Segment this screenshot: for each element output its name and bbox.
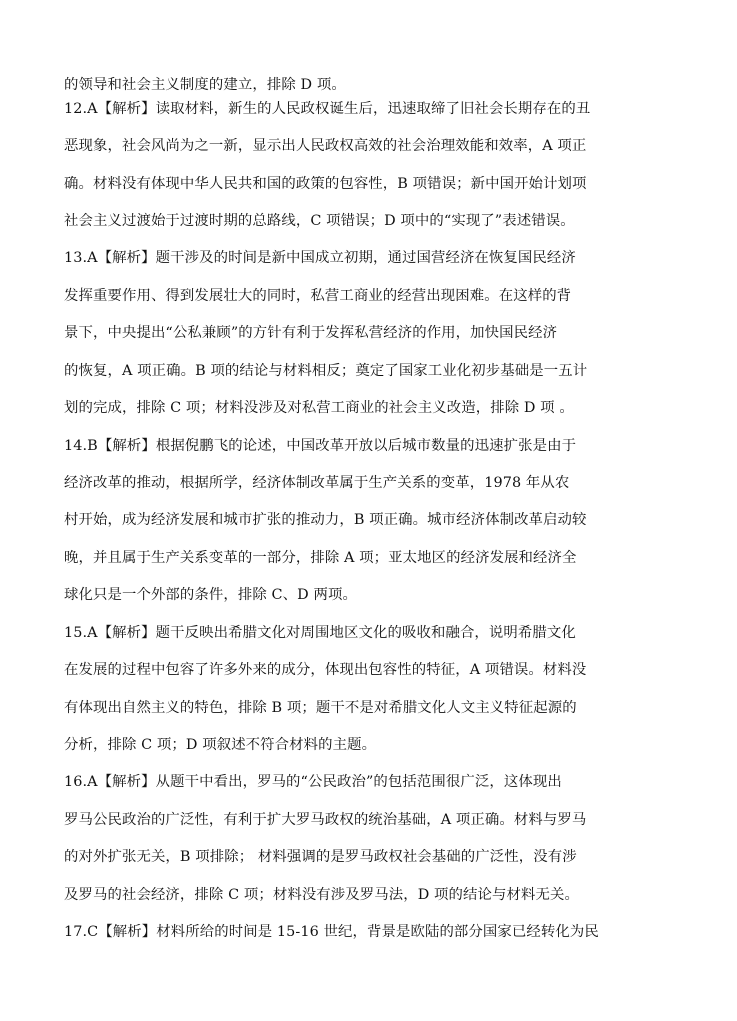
text-line: 的对外扩张无关，B 项排除； 材料强调的是罗马政权社会基础的广泛性，没有涉 <box>64 849 577 865</box>
text-line: 划的完成，排除 C 项；材料没涉及对私营工商业的社会主义改造，排除 D 项 。 <box>64 400 574 416</box>
text-line: 及罗马的社会经济，排除 C 项；材料没有涉及罗马法，D 项的结论与材料无关。 <box>64 887 579 903</box>
text-line: 在发展的过程中包容了许多外来的成分，体现出包容性的特征，A 项错误。材料没 <box>64 662 587 678</box>
text-line: 14.B【解析】根据倪鹏飞的论述，中国改革开放以后城市数量的迅速扩张是由于 <box>64 438 577 454</box>
text-line: 罗马公民政治的广泛性，有利于扩大罗马政权的统治基础，A 项正确。材料与罗马 <box>64 812 587 828</box>
text-line: 恶现象，社会风尚为之一新，显示出人民政权高效的社会治理效能和效率，A 项正 <box>64 138 587 154</box>
text-line: 的领导和社会主义制度的建立，排除 D 项。 <box>64 77 346 93</box>
text-line: 社会主义过渡始于过渡时期的总路线，C 项错误；D 项中的“实现了”表述错误。 <box>64 213 575 229</box>
text-line: 16.A【解析】从题干中看出，罗马的“公民政治”的包括范围很广泛，这体现出 <box>64 774 562 790</box>
text-line: 景下，中央提出“公私兼顾”的方针有利于发挥私营经济的作用，加快国民经济 <box>64 325 558 341</box>
text-line: 17.C【解析】材料所给的时间是 15-16 世纪，背景是欧陆的部分国家已经转化为民 <box>64 924 599 940</box>
text-line: 确。材料没有体现中华人民共和国的政策的包容性，B 项错误；新中国开始计划项 <box>64 176 587 192</box>
text-line: 经济改革的推动，根据所学，经济体制改革属于生产关系的变革，1978 年从农 <box>64 475 570 491</box>
text-line: 分析，排除 C 项；D 项叙述不符合材料的主题。 <box>64 737 377 753</box>
text-line: 15.A【解析】题干反映出希腊文化对周围地区文化的吸收和融合，说明希腊文化 <box>64 625 576 641</box>
text-line: 晚，并且属于生产关系变革的一部分，排除 A 项；亚太地区的经济发展和经济全 <box>64 550 577 566</box>
text-line: 发挥重要作用、得到发展壮大的同时，私营工商业的经营出现困难。在这样的背 <box>64 288 572 304</box>
text-line: 12.A【解析】读取材料，新生的人民政权诞生后，迅速取缔了旧社会长期存在的丑 <box>64 101 591 117</box>
text-line: 13.A【解析】题干涉及的时间是新中国成立初期，通过国营经济在恢复国民经济 <box>64 250 576 266</box>
text-line: 村开始，成为经济发展和城市扩张的推动力，B 项正确。城市经济体制改革启动较 <box>64 512 587 528</box>
text-line: 的恢复，A 项正确。B 项的结论与材料相反；奠定了国家工业化初步基础是一五计 <box>64 363 588 379</box>
text-line: 球化只是一个外部的条件，排除 C、D 两项。 <box>64 587 357 603</box>
text-line: 有体现出自然主义的特色，排除 B 项；题干不是对希腊文化人文主义特征起源的 <box>64 700 577 716</box>
